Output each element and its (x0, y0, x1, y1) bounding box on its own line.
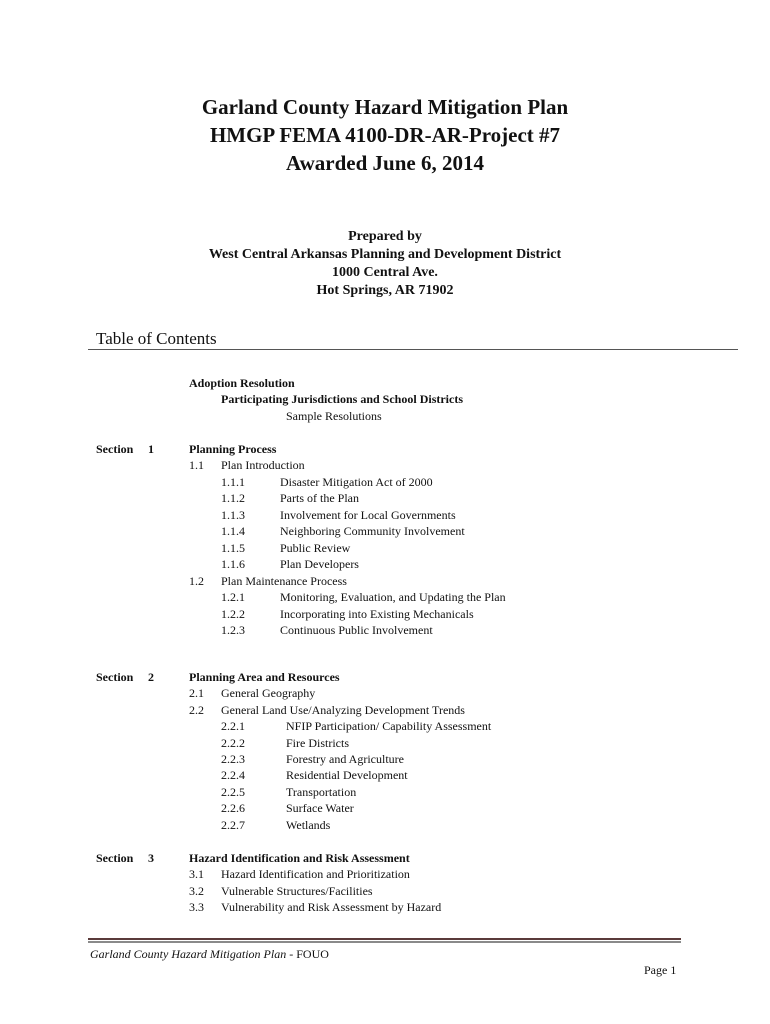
section-title: Planning Area and Resources (189, 670, 340, 684)
item-title: Residential Development (286, 768, 408, 782)
item-number: 1.1.5 (221, 541, 245, 555)
footer-text (90, 947, 329, 962)
section-label: Section (96, 670, 134, 684)
subsection-number: 3.3 (189, 900, 204, 914)
item-title: Transportation (286, 785, 357, 799)
item-number: 1.2.2 (221, 607, 245, 621)
toc-heading: Table of Contents (96, 329, 217, 348)
item-title: Continuous Public Involvement (280, 623, 433, 637)
title-line-1: Garland County Hazard Mitigation Plan (201, 95, 569, 119)
item-number: 1.1.3 (221, 508, 245, 522)
item-title: Public Review (280, 541, 351, 555)
item-number: 1.2.1 (221, 590, 245, 604)
item-number: 2.2.7 (221, 818, 245, 832)
prepared-by-address: 1000 Central Ave. (332, 265, 438, 280)
toc-participating-jurisdictions: Participating Jurisdictions and School Districts (221, 392, 464, 406)
subsection-number: 2.1 (189, 686, 204, 700)
section-number: 3 (148, 851, 154, 865)
subsection-number: 3.1 (189, 867, 204, 881)
subsection-number: 3.2 (189, 884, 204, 898)
section-number: 1 (148, 442, 154, 456)
item-title: Monitoring, Evaluation, and Updating the Plan (280, 590, 506, 604)
item-title: Fire Districts (286, 736, 349, 750)
item-number: 2.2.2 (221, 736, 245, 750)
footer-divider-secondary (88, 941, 681, 943)
item-number: 1.1.6 (221, 557, 245, 571)
subsection-title: Plan Introduction (221, 458, 305, 472)
toc-sample-resolutions: Sample Resolutions (286, 409, 382, 423)
item-number: 2.2.5 (221, 785, 245, 799)
title-line-3: Awarded June 6, 2014 (286, 151, 484, 175)
item-title: NFIP Participation/ Capability Assessment (286, 719, 492, 733)
item-title: Involvement for Local Governments (280, 508, 456, 522)
subsection-title: General Land Use/Analyzing Development Trends (221, 703, 465, 717)
prepared-by-city: Hot Springs, AR 71902 (316, 283, 454, 298)
subsection-number: 1.1 (189, 458, 204, 472)
toc-divider (88, 349, 738, 350)
item-title: Neighboring Community Involvement (280, 524, 465, 538)
item-number: 1.1.1 (221, 475, 245, 489)
section-label: Section (96, 442, 134, 456)
item-number: 2.2.3 (221, 752, 245, 766)
item-number: 2.2.4 (221, 768, 245, 782)
item-title: Incorporating into Existing Mechanicals (280, 607, 474, 621)
title-line-2: HMGP FEMA 4100-DR-AR-Project #7 (209, 123, 561, 147)
subsection-number: 1.2 (189, 574, 204, 588)
item-title: Disaster Mitigation Act of 2000 (280, 475, 433, 489)
section-label: Section (96, 851, 134, 865)
page-number: Page 1 (644, 963, 677, 977)
item-number: 1.1.4 (221, 524, 245, 538)
item-number: 1.2.3 (221, 623, 245, 637)
item-title: Parts of the Plan (280, 491, 359, 505)
item-title: Wetlands (286, 818, 331, 832)
section-title: Planning Process (189, 442, 277, 456)
item-title: Forestry and Agriculture (286, 752, 404, 766)
prepared-by-label: Prepared by (348, 229, 422, 244)
toc-adoption-resolution: Adoption Resolution (189, 376, 295, 390)
subsection-title: Vulnerable Structures/Facilities (221, 884, 373, 898)
subsection-title: Vulnerability and Risk Assessment by Hazard (221, 900, 442, 914)
footer-divider (88, 938, 681, 940)
item-title: Surface Water (286, 801, 354, 815)
subsection-title: Hazard Identification and Prioritization (221, 867, 410, 881)
subsection-title: Plan Maintenance Process (221, 574, 347, 588)
subsection-number: 2.2 (189, 703, 204, 717)
item-number: 1.1.2 (221, 491, 245, 505)
item-number: 2.2.1 (221, 719, 245, 733)
subsection-title: General Geography (221, 686, 316, 700)
section-number: 2 (148, 670, 154, 684)
prepared-by-org: West Central Arkansas Planning and Development District (208, 247, 562, 262)
item-title: Plan Developers (280, 557, 359, 571)
section-title: Hazard Identification and Risk Assessment (189, 851, 410, 865)
footer-suffix: - FOUO (286, 947, 329, 961)
footer-title: Garland County Hazard Mitigation Plan (90, 947, 287, 961)
item-number: 2.2.6 (221, 801, 245, 815)
